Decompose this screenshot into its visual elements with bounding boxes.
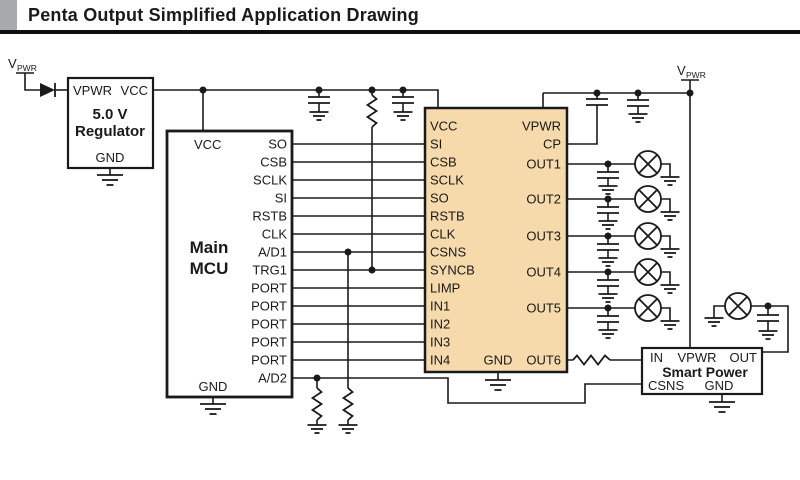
- smart-power-name: Smart Power: [662, 364, 748, 380]
- svg-text:SCLK: SCLK: [253, 172, 287, 188]
- ground-icon: [705, 318, 724, 326]
- svg-text:PORT: PORT: [251, 280, 287, 296]
- ground-icon: [599, 186, 618, 194]
- lamp-icon: [725, 293, 751, 319]
- lamp-icon: [635, 223, 661, 249]
- vpwr-right-label: V: [677, 63, 686, 78]
- out1-load: [567, 151, 680, 194]
- vpwr-right-sub: PWR: [686, 70, 706, 80]
- out6-resistor-icon: [573, 356, 610, 365]
- mcu-name-1: Main: [189, 238, 229, 257]
- regulator-pin-vcc: VCC: [120, 83, 148, 98]
- svg-text:CLK: CLK: [261, 226, 287, 242]
- ground-icon: [394, 112, 413, 120]
- ground-icon: [709, 402, 735, 412]
- out3-load: [567, 223, 680, 266]
- svg-text:OUT2: OUT2: [526, 191, 561, 207]
- svg-text:IN2: IN2: [430, 316, 451, 332]
- svg-text:CSB: CSB: [260, 154, 287, 170]
- smart-power-block: [642, 348, 762, 412]
- out2-load: [567, 186, 680, 229]
- page-title: Penta Output Simplified Application Drawing: [28, 4, 419, 25]
- svg-text:CSB: CSB: [430, 154, 457, 170]
- ground-icon: [599, 294, 618, 302]
- regulator-name-2: Regulator: [74, 123, 146, 140]
- svg-text:RSTB: RSTB: [252, 208, 287, 224]
- smart-power-pin-gnd: GND: [704, 378, 734, 393]
- mcu-ic-bus-wires: [292, 144, 425, 360]
- out6-network: [567, 356, 642, 365]
- svg-text:A/D1: A/D1: [258, 244, 287, 260]
- output-capacitor-icon: [597, 280, 619, 286]
- driver-ic-block: [425, 108, 567, 390]
- mcu-pin-vcc: VCC: [194, 137, 222, 152]
- out5-load: [567, 295, 680, 338]
- vpwr-terminal-left: [8, 56, 40, 90]
- ground-icon: [661, 212, 680, 220]
- svg-text:LIMP: LIMP: [430, 280, 461, 296]
- vpwr-left-label: V: [8, 56, 17, 71]
- vpwr-capacitor-icon: [627, 100, 649, 106]
- regulator-pin-vpwr: VPWR: [73, 83, 112, 98]
- output-capacitor-icon: [597, 244, 619, 250]
- output-capacitor-icon: [597, 316, 619, 322]
- ground-icon: [661, 249, 680, 257]
- svg-text:A/D2: A/D2: [258, 370, 287, 386]
- mcu-pin-gnd: GND: [198, 379, 228, 394]
- svg-text:SYNCB: SYNCB: [430, 262, 475, 278]
- vpwr-left-sub: PWR: [17, 63, 37, 73]
- ground-icon: [661, 177, 680, 185]
- svg-text:IN4: IN4: [430, 352, 451, 368]
- ground-icon: [629, 114, 648, 122]
- ground-icon: [310, 112, 329, 120]
- svg-text:SO: SO: [268, 136, 287, 152]
- smart-power-pin-vpwr: VPWR: [677, 350, 717, 365]
- smart-power-pin-in: IN: [650, 350, 663, 365]
- ground-icon: [200, 404, 226, 414]
- resistor-icon: [313, 388, 322, 420]
- lamp-icon: [635, 259, 661, 285]
- svg-text:OUT4: OUT4: [526, 264, 561, 280]
- driver-ic-pin-out6: OUT6: [526, 352, 561, 368]
- mcu-name-2: MCU: [189, 259, 229, 278]
- lamp-icon: [635, 151, 661, 177]
- smart-power-pin-out: OUT: [729, 350, 757, 365]
- lamp-icon: [635, 186, 661, 212]
- svg-text:OUT3: OUT3: [526, 228, 561, 244]
- sense-resistor-317: [308, 378, 327, 433]
- svg-text:CLK: CLK: [430, 226, 456, 242]
- svg-text:SCLK: SCLK: [430, 172, 464, 188]
- ground-icon: [339, 425, 358, 433]
- ground-icon: [759, 331, 778, 339]
- svg-text:PORT: PORT: [251, 352, 287, 368]
- svg-text:VCC: VCC: [430, 118, 458, 134]
- svg-text:PORT: PORT: [251, 316, 287, 332]
- lamp-icon: [635, 295, 661, 321]
- ground-icon: [485, 380, 511, 390]
- svg-text:IN1: IN1: [430, 298, 451, 314]
- ground-icon: [97, 175, 123, 185]
- vcc-capacitor-icon: [392, 97, 414, 103]
- mcu-block: [167, 131, 292, 414]
- driver-ic-pin-gnd: GND: [483, 352, 513, 368]
- regulator-block: [68, 78, 153, 185]
- charge-pump-capacitor-icon: [586, 99, 608, 105]
- svg-text:VPWR: VPWR: [522, 118, 561, 134]
- cp-capacitor-wire: [567, 93, 597, 144]
- ground-icon: [599, 221, 618, 229]
- diode: [40, 83, 68, 97]
- ground-icon: [308, 425, 327, 433]
- regulator-name-1: 5.0 V: [92, 106, 128, 123]
- vpwr-left-wire: [16, 73, 40, 90]
- ground-icon: [661, 285, 680, 293]
- svg-text:PORT: PORT: [251, 298, 287, 314]
- ground-icon: [599, 258, 618, 266]
- out4-load: [567, 259, 680, 302]
- svg-text:OUT1: OUT1: [526, 156, 561, 172]
- vcc-capacitor-icon: [308, 97, 330, 103]
- output-capacitor-icon: [757, 315, 779, 321]
- svg-text:IN3: IN3: [430, 334, 451, 350]
- output-capacitor-icon: [597, 207, 619, 213]
- svg-text:RSTB: RSTB: [430, 208, 465, 224]
- smart-power-pin-csns: CSNS: [648, 378, 685, 393]
- pullup-resistor: [368, 95, 377, 127]
- svg-text:SI: SI: [274, 190, 287, 206]
- svg-text:OUT5: OUT5: [526, 300, 561, 316]
- svg-text:TRG1: TRG1: [252, 262, 287, 278]
- output-capacitor-icon: [597, 172, 619, 178]
- svg-text:SI: SI: [430, 136, 443, 152]
- svg-text:CSNS: CSNS: [430, 244, 467, 260]
- smart-power-out-load: [705, 293, 789, 352]
- resistor-icon: [344, 388, 353, 420]
- svg-text:CP: CP: [542, 136, 561, 152]
- ground-icon: [661, 321, 680, 329]
- regulator-pin-gnd: GND: [95, 150, 125, 165]
- svg-text:SO: SO: [430, 190, 449, 206]
- ground-icon: [599, 330, 618, 338]
- svg-text:PORT: PORT: [251, 334, 287, 350]
